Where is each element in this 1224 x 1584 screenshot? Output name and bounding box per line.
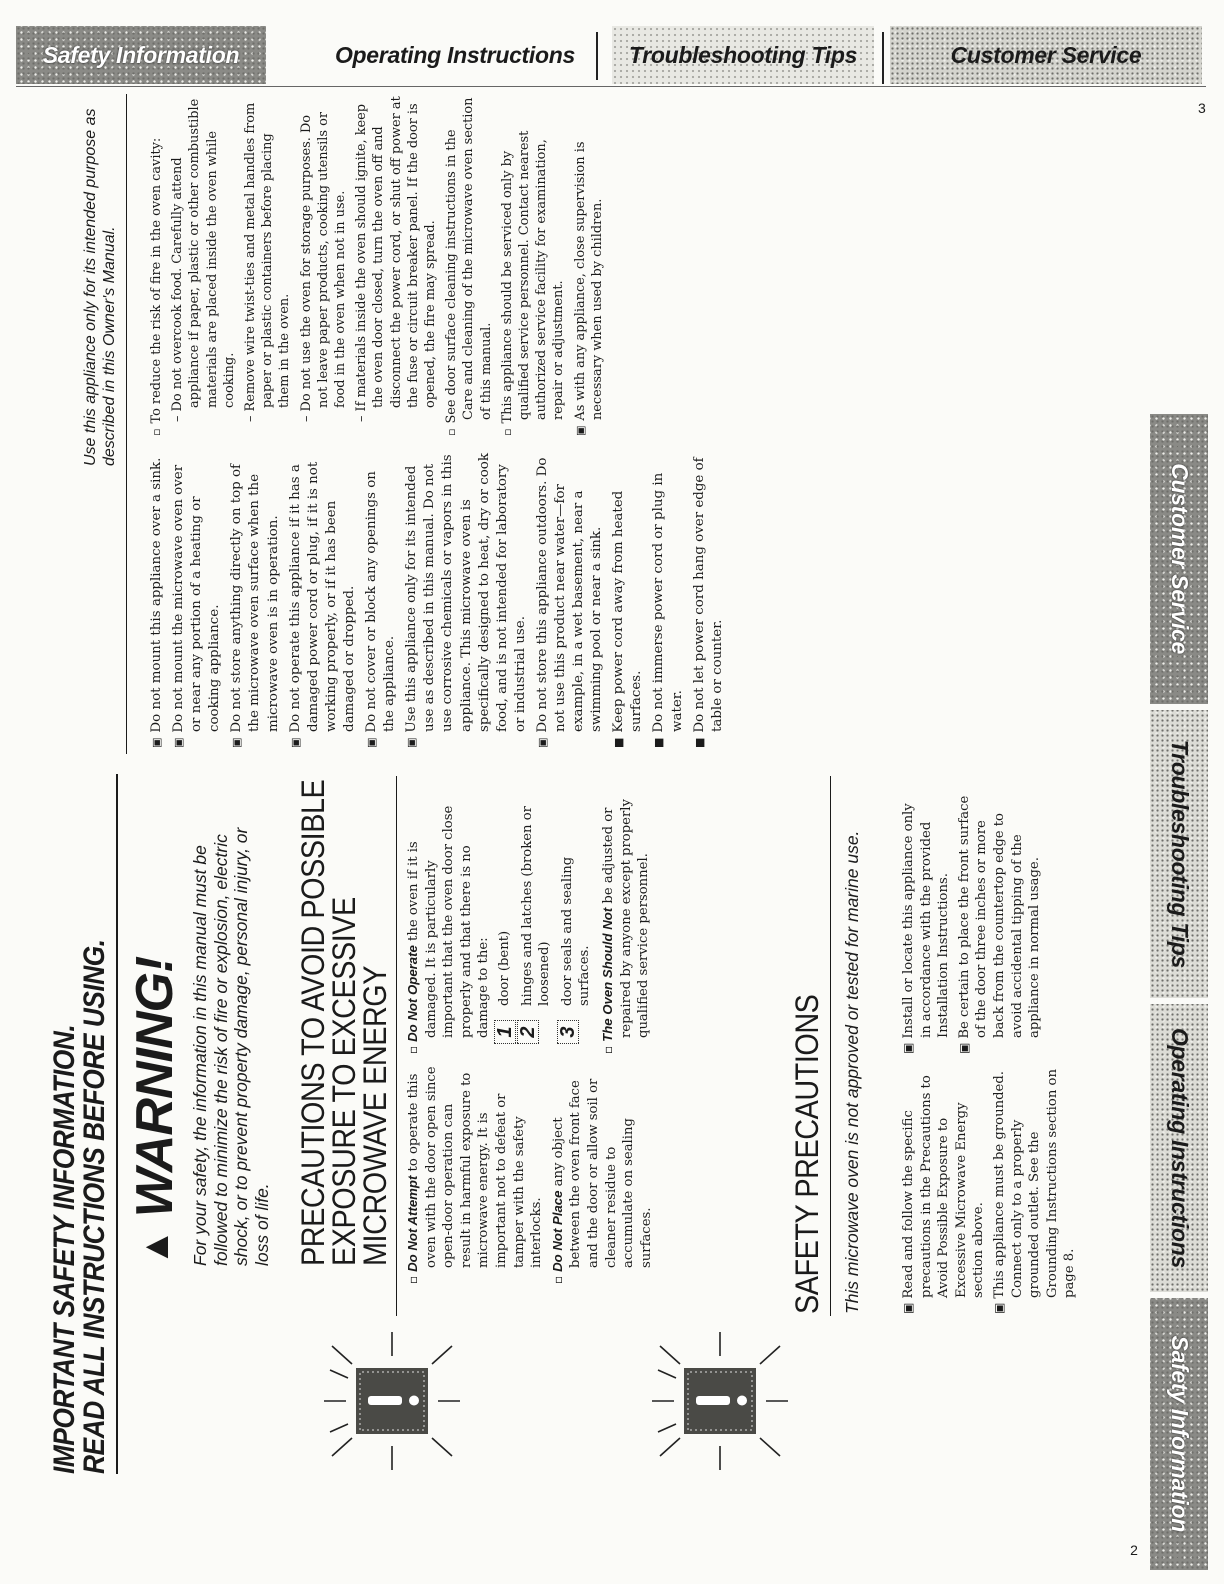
fire-risk-intro: ▫To reduce the risk of fire in the oven cavity:	[149, 137, 164, 436]
safety-item: ▣This appliance must be grounded. Connect only to a properly grounded outlet. See the Grounding Instructions section on page 8.	[991, 1069, 1078, 1314]
safety-item: ▫This appliance should be serviced only by qualified service personnel. Contact nearest authorized service facility for examination, repair or adjustment.	[499, 130, 567, 436]
precaution-item: ▫Do Not Place any object between the oven front face and the door or allow soil or cleaner residue to accumulate on sealing surfaces.	[549, 1078, 654, 1284]
checkbox-icon: ▫	[150, 428, 163, 436]
warning-heading	[128, 957, 183, 1266]
warning-burst-icon	[650, 1326, 790, 1476]
bullet-icon: ▫	[550, 1275, 565, 1284]
safety-precautions-heading: SAFETY PRECAUTIONS	[789, 994, 825, 1314]
safety-col-2	[900, 792, 1047, 1054]
checkbox-icon: ▫	[500, 428, 514, 436]
checkbox-icon: ▣	[288, 737, 302, 748]
tab-operating-instructions-label: Operating Instructions	[334, 41, 576, 68]
tab-customer-service-label: Customer Service	[950, 41, 1142, 68]
safety-item: ■Do not let power cord hang over edge of table or counter.	[691, 457, 725, 748]
checkbox-icon: ▣	[172, 737, 186, 748]
warning-label: WARNING!	[126, 956, 184, 1218]
fire-risk-item: – If materials inside the oven should ignite, keep the oven door closed, turn the oven off and disconnect the power cord, or shut off power at the fuse or circuit breaker panel. If the door is opened, the fire may spread.	[354, 96, 439, 422]
tab-operating-instructions-rotated[interactable]	[1150, 1004, 1208, 1292]
safety-item: ▣Do not store this appliance outdoors. Do not use this product near water—for example, in a wet basement, near a swimming pool or near a sink.	[534, 457, 605, 748]
checkbox-icon: ▣	[901, 1302, 915, 1314]
precaution-item: ▫The Oven Should Not be adjusted or repaired by anyone except properly qualified service personnel.	[599, 799, 652, 1054]
precautions-col-2	[404, 796, 656, 1054]
tab-safety-information-label: Safety Information	[42, 41, 240, 68]
damage-list-item: 2 hinges and latches (broken or loosened)	[519, 796, 554, 1054]
tab-safety-information-rotated[interactable]	[1150, 1298, 1208, 1570]
bullet-icon: ▫	[406, 1045, 420, 1054]
tab-customer-service-rotated-label: Customer Service	[1166, 463, 1193, 655]
safety-rule	[830, 776, 831, 1316]
fire-risk-item: – Do not overcook food. Carefully attend appliance if paper, plastic or other combustible materials are placed inside the oven while cooking.	[170, 98, 237, 422]
checkbox-icon: ■	[652, 737, 666, 748]
warning-text: For your safety, the information in this manual must be followed to minimize the risk of fire or explosion, electric shock, or to prevent property damage, personal injury, or loss of life.	[190, 827, 272, 1266]
fire-risk-item: – Remove wire twist-ties and metal handles from paper or plastic containers before placing them in the oven.	[243, 102, 293, 422]
damage-list-item: 1 door (bent)	[496, 796, 514, 1054]
safety-item: ■Do not immerse power cord or plug in water.	[651, 472, 685, 748]
warning-triangle-icon: ▲	[135, 1229, 177, 1266]
right-rule	[126, 94, 127, 754]
checkbox-icon: ▣	[956, 1042, 971, 1054]
safety-item: ▣Do not mount the microwave oven over or near any portion of a heating or cooking appliance.	[171, 464, 223, 748]
precautions-rule	[396, 776, 397, 1316]
checkbox-icon: ▫	[445, 428, 459, 436]
tab-customer-service-rotated[interactable]	[1150, 414, 1208, 704]
safety-item: ▣As with any appliance, close supervision is necessary when used by children.	[572, 141, 605, 436]
title-line-2: READ ALL INSTRUCTIONS BEFORE USING.	[78, 939, 111, 1474]
marine-use-note: This microwave oven is not approved or tested for marine use.	[842, 830, 862, 1314]
checkbox-icon: ▣	[573, 425, 587, 436]
checkbox-icon: ▣	[405, 737, 419, 748]
safety-item: ▣Do not mount this appliance over a sink.	[149, 457, 164, 748]
safety-item: ▣Install or locate this appliance only in accordance with the provided Installation Instructions.	[901, 803, 952, 1054]
intended-purpose-note: Use this appliance only for its intended purpose as described in this Owner's Manual.	[82, 108, 118, 466]
checkbox-icon: ▣	[535, 737, 549, 748]
safety-item: ▫See door surface cleaning instructions in the Care and cleaning of the microwave oven section of this manual.	[444, 97, 494, 436]
safety-item: ▣Do not operate this appliance if it has a damaged power cord or plug, if it is not working properly, or if it has been damaged or dropped.	[287, 461, 357, 748]
precautions-heading-line-3: MICROWAVE ENERGY	[357, 965, 393, 1266]
precautions-heading-line-1: PRECAUTIONS TO AVOID POSSIBLE	[295, 779, 331, 1266]
right-col-2	[148, 96, 610, 436]
precaution-item: ▫Do Not Operate the oven if it is damaged. It is particularly important that the oven door close properly and that there is no damage to the:	[405, 805, 492, 1054]
bullet-icon: ▫	[600, 1045, 615, 1054]
number-badge: 3	[557, 1020, 579, 1044]
tab-safety-information-rotated-label: Safety Information	[1166, 1335, 1193, 1533]
safety-item: ▣Read and follow the specific precautions in the Precautions to Avoid Possible Exposure to Excessive Microwave Energy section above.	[901, 1075, 987, 1314]
safety-item: ■Keep power cord away from heated surfaces.	[611, 490, 645, 748]
warning-burst-icon	[322, 1326, 462, 1476]
bullet-icon: ▫	[406, 1275, 420, 1284]
number-badge: 2	[517, 1020, 539, 1044]
precautions-heading	[295, 779, 393, 1266]
checkbox-icon: ■	[612, 737, 626, 748]
page-number-2: 2	[1130, 1542, 1138, 1559]
tab-troubleshooting-tips-rotated-label: Troubleshooting Tips	[1166, 739, 1193, 969]
checkbox-icon: ■	[692, 737, 706, 748]
tab-troubleshooting-tips-rotated[interactable]	[1150, 710, 1208, 998]
tab-troubleshooting-tips-label: Troubleshooting Tips	[628, 41, 858, 68]
checkbox-icon: ▣	[365, 737, 379, 748]
safety-item: ▣Do not cover or block any openings on the appliance.	[364, 471, 398, 748]
checkbox-icon: ▣	[230, 737, 244, 748]
safety-item: ▣Do not store anything directly on top of the microwave oven surface when the microwave oven is in operation.	[229, 464, 281, 748]
title-rule	[116, 774, 118, 1474]
title-line-1: IMPORTANT SAFETY INFORMATION.	[48, 1024, 81, 1474]
precautions-col-1	[404, 1066, 658, 1284]
precautions-heading-line-2: EXPOSURE TO EXCESSIVE	[326, 897, 362, 1266]
safety-item: ▣Be certain to place the front surface of the door three inches or more back from the countertop edge to avoid accidental tipping of the appliance in normal usage.	[956, 795, 1043, 1054]
checkbox-icon: ▣	[901, 1042, 915, 1054]
right-col-1	[148, 448, 731, 748]
damage-list-item: 3 door seals and sealing surfaces.	[559, 796, 594, 1054]
safety-col-1	[900, 1064, 1082, 1314]
precaution-item: ▫Do Not Attempt to operate this oven with the door open since open-door operation can result in harmful exposure to microwave energy. It is important not to defeat or tamper with the safety interlocks.	[405, 1066, 545, 1284]
checkbox-icon: ▣	[150, 737, 163, 748]
checkbox-icon: ▣	[991, 1302, 1006, 1314]
safety-item: ▣Use this appliance only for its intended use as described in this manual. Do not use corrosive chemicals or vapors in this appliance. This microwave oven is specifically designed to heat, dry or cook food, and is not intended for laboratory or industrial use.	[404, 453, 528, 748]
fire-risk-item: – Do not use the oven for storage purposes. Do not leave paper products, cooking utensils or food in the oven when not in use.	[298, 111, 349, 422]
page-number-3: 3	[1198, 100, 1206, 116]
tab-operating-instructions-rotated-label: Operating Instructions	[1166, 1027, 1193, 1269]
number-badge: 1	[494, 1020, 516, 1044]
